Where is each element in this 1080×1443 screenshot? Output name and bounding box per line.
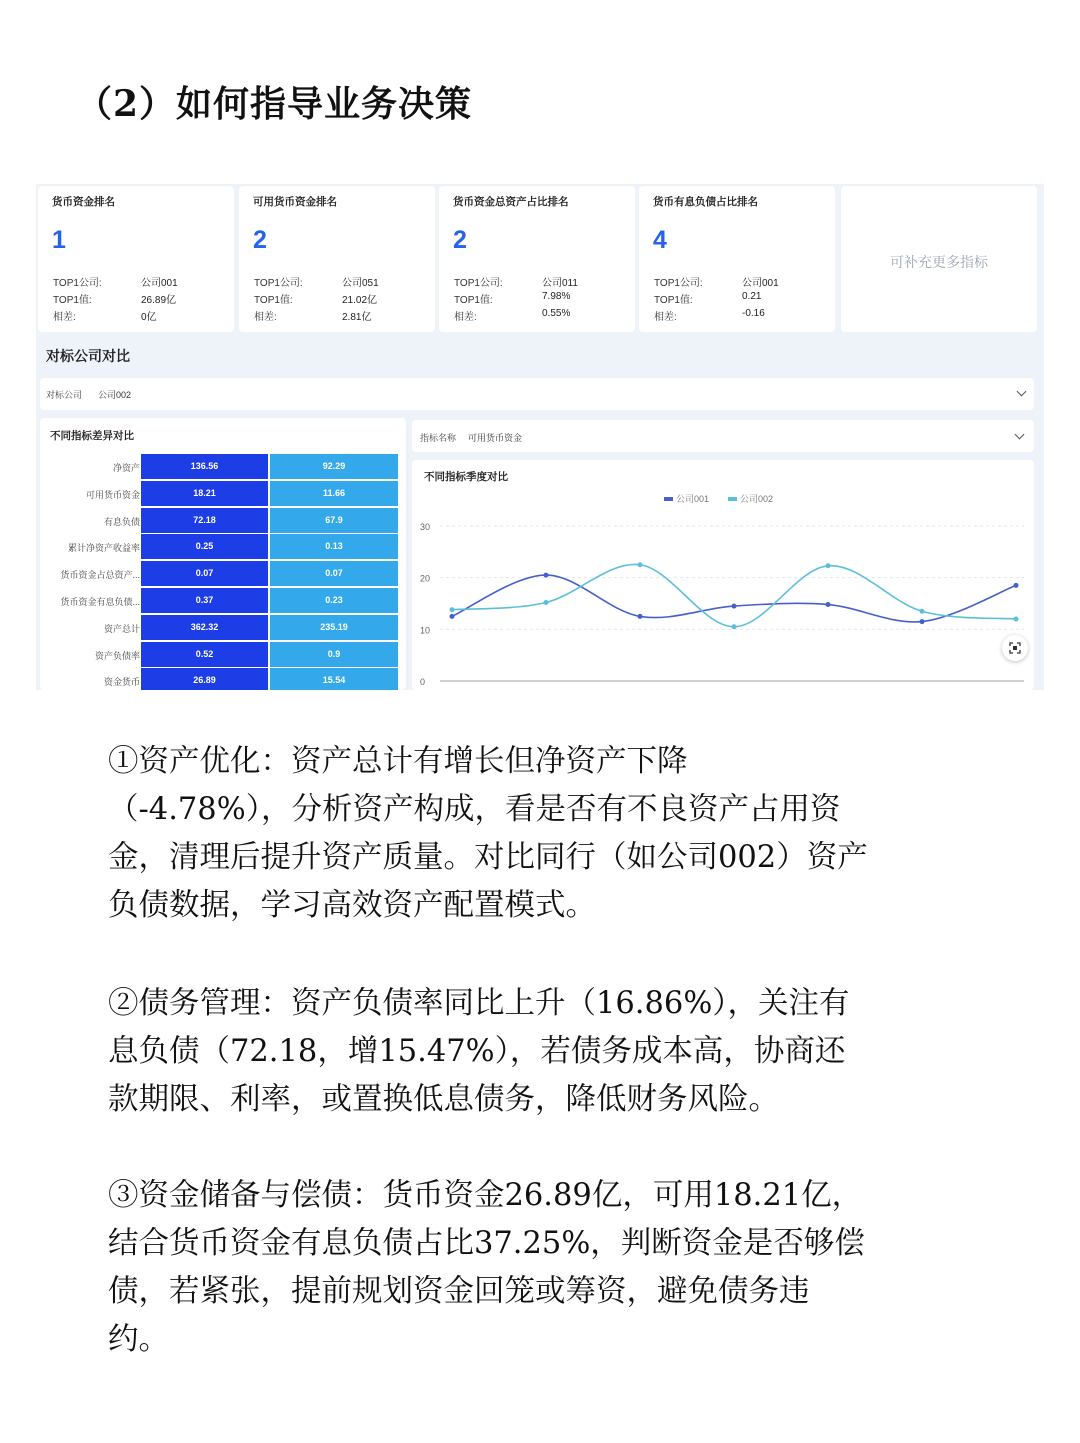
kpi-label: TOP1值: xyxy=(254,295,293,306)
kpi-label: TOP1值: xyxy=(654,295,693,306)
data-point xyxy=(826,602,831,607)
chevron-down-icon xyxy=(1017,387,1027,397)
y-tick-label: 0 xyxy=(420,677,426,687)
company001-value-cell: 0.37 xyxy=(141,588,268,613)
indicator-label: 指标名称 xyxy=(420,433,457,443)
kpi-card-title: 货币资金排名 xyxy=(52,196,115,208)
paragraph-line: ③资金储备与偿债：货币资金26.89亿，可用18.21亿， xyxy=(108,1178,863,1213)
legend-swatch xyxy=(728,497,737,501)
kpi-value: 7.98% xyxy=(542,291,571,302)
paragraph-line: 约。 xyxy=(108,1322,169,1357)
kpi-label: TOP1值: xyxy=(454,295,493,306)
company002-value-cell: 0.9 xyxy=(270,642,398,667)
kpi-value: 公司011 xyxy=(542,278,578,289)
kpi-label: 相差: xyxy=(53,312,76,323)
benchmark-company-select[interactable] xyxy=(40,378,1034,410)
diff-table-row xyxy=(40,454,406,480)
company002-value-cell: 0.13 xyxy=(270,534,398,559)
kpi-value: 21.02亿 xyxy=(342,295,378,306)
indicator-value: 可用货币资金 xyxy=(468,433,523,443)
kpi-label: TOP1公司: xyxy=(254,278,303,289)
kpi-value: 26.89亿 xyxy=(141,295,177,306)
diff-table-row xyxy=(40,534,406,560)
company002-value-cell: 15.54 xyxy=(270,668,398,690)
diff-table-row xyxy=(40,508,406,534)
row-label: 净资产 xyxy=(112,463,140,473)
company002-value-cell: 92.29 xyxy=(270,454,398,479)
paragraph-funds-reserve xyxy=(108,1172,978,1364)
panel-title: 不同指标差异对比 xyxy=(50,430,134,442)
y-tick-label: 10 xyxy=(420,625,431,636)
data-point xyxy=(920,619,925,624)
data-point xyxy=(1014,617,1019,622)
kpi-label: 相差: xyxy=(254,312,277,323)
row-label: 资产总计 xyxy=(103,623,140,634)
data-point xyxy=(638,562,643,567)
company002-value-cell: 11.66 xyxy=(270,481,398,506)
section-title: 对标公司对比 xyxy=(46,348,130,364)
paragraph-line: 款期限、利率，或置换低息债务，降低财务风险。 xyxy=(108,1082,779,1117)
legend-label: 公司002 xyxy=(740,494,774,504)
row-label: 货币资金占总资产... xyxy=(60,570,140,581)
kpi-value: 0.55% xyxy=(542,308,571,319)
kpi-card-title: 可用货币资金排名 xyxy=(253,196,337,208)
data-point xyxy=(544,573,549,578)
data-point xyxy=(450,607,455,612)
paragraph-line: 债，若紧张，提前规划资金回笼或筹资，避免债务违 xyxy=(108,1274,810,1309)
row-label: 可用货币资金 xyxy=(85,489,140,500)
paragraph-debt-management xyxy=(108,980,978,1124)
chart-title: 不同指标季度对比 xyxy=(424,471,508,483)
paragraph-line: 结合货币资金有息负债占比37.25%，判断资金是否够偿 xyxy=(108,1226,865,1261)
company001-value-cell: 136.56 xyxy=(141,454,268,479)
benchmark-value: 公司002 xyxy=(98,390,132,400)
kpi-rank: 2 xyxy=(253,226,267,254)
kpi-label: TOP1公司: xyxy=(454,278,503,289)
diff-table-row xyxy=(40,588,406,614)
diff-table-row xyxy=(40,615,406,641)
kpi-card-monetary-funds xyxy=(38,186,234,332)
kpi-rank: 4 xyxy=(653,226,667,254)
data-point xyxy=(638,614,643,619)
company002-value-cell: 0.07 xyxy=(270,561,398,586)
kpi-value: 2.81亿 xyxy=(342,312,372,323)
company001-value-cell: 0.52 xyxy=(141,642,268,667)
kpi-label: TOP1公司: xyxy=(654,278,703,289)
indicator-select[interactable] xyxy=(412,420,1034,452)
kpi-rank: 1 xyxy=(52,226,66,254)
data-point xyxy=(826,563,831,568)
y-tick-label: 20 xyxy=(420,573,431,584)
kpi-card-title: 货币资金总资产占比排名 xyxy=(453,196,569,208)
company002-value-cell: 0.23 xyxy=(270,588,398,613)
row-label: 资金货币 xyxy=(103,677,140,688)
kpi-label: 相差: xyxy=(654,312,677,323)
kpi-rank: 2 xyxy=(453,226,467,254)
kpi-value: 公司001 xyxy=(742,278,779,289)
row-label: 累计净资产收益率 xyxy=(67,543,140,554)
legend-label: 公司001 xyxy=(676,494,710,504)
data-point xyxy=(450,614,455,619)
company001-value-cell: 72.18 xyxy=(141,508,268,533)
paragraph-line: 金，清理后提升资产质量。对比同行（如公司002）资产 xyxy=(108,840,868,875)
row-label: 货币资金有息负债... xyxy=(60,597,140,607)
diff-table-row xyxy=(40,642,406,668)
chevron-down-icon xyxy=(1015,430,1025,440)
company002-value-cell: 67.9 xyxy=(270,508,398,533)
paragraph-line: （-4.78%），分析资产构成，看是否有不良资产占用资 xyxy=(108,792,841,827)
company001-value-cell: 0.25 xyxy=(141,534,268,559)
kpi-label: TOP1值: xyxy=(53,295,92,306)
kpi-value: 公司051 xyxy=(342,278,379,289)
data-point xyxy=(732,604,737,609)
data-point xyxy=(920,609,925,614)
kpi-label: TOP1公司: xyxy=(53,278,102,289)
kpi-value: 0亿 xyxy=(141,312,157,323)
kpi-card-available-funds xyxy=(239,186,435,332)
kpi-card-interest-debt-ratio xyxy=(639,186,835,332)
kpi-label: 相差: xyxy=(454,312,477,323)
paragraph-line: 息负债（72.18，增15.47%），若债务成本高，协商还 xyxy=(108,1034,846,1069)
series-line-2 xyxy=(452,564,1016,626)
company002-value-cell: 235.19 xyxy=(270,615,398,640)
series-line-1 xyxy=(452,575,1016,622)
paragraph-asset-optimization xyxy=(108,738,978,930)
row-label: 资产负债率 xyxy=(94,650,140,661)
fullscreen-button[interactable] xyxy=(1002,635,1028,661)
line-chart xyxy=(412,460,1034,690)
paragraph-line: ②债务管理：资产负债率同比上升（16.86%），关注有 xyxy=(108,986,850,1021)
diff-table-row xyxy=(40,481,406,507)
data-point xyxy=(732,624,737,629)
kpi-value: -0.16 xyxy=(742,308,765,319)
y-tick-label: 30 xyxy=(420,522,431,532)
fullscreen-icon xyxy=(1002,635,1028,661)
benchmark-label: 对标公司 xyxy=(46,390,83,400)
company001-value-cell: 362.32 xyxy=(141,615,268,640)
legend-swatch xyxy=(664,497,673,501)
diff-table-row xyxy=(40,561,406,587)
company001-value-cell: 26.89 xyxy=(141,668,268,690)
dashboard-screenshot xyxy=(36,184,1044,690)
paragraph-line: ①资产优化：资产总计有增长但净资产下降 xyxy=(108,744,688,779)
data-point xyxy=(1014,583,1019,588)
kpi-value: 公司001 xyxy=(141,278,178,289)
difference-comparison-panel xyxy=(40,418,406,690)
diff-table-row xyxy=(40,668,406,690)
add-more-hint: 可补充更多指标 xyxy=(890,254,988,270)
kpi-card-title: 货币有息负债占比排名 xyxy=(653,196,758,208)
paragraph-line: 负债数据，学习高效资产配置模式。 xyxy=(108,888,596,923)
row-label: 有息负债 xyxy=(103,516,140,527)
kpi-value: 0.21 xyxy=(742,291,762,302)
company001-value-cell: 18.21 xyxy=(141,481,268,506)
kpi-card-funds-asset-ratio xyxy=(439,186,635,332)
company001-value-cell: 0.07 xyxy=(141,561,268,586)
add-more-metrics-card[interactable] xyxy=(841,186,1037,332)
quarterly-comparison-panel xyxy=(412,460,1034,690)
data-point xyxy=(544,600,549,605)
page-heading: （2）如何指导业务决策 xyxy=(76,83,473,125)
